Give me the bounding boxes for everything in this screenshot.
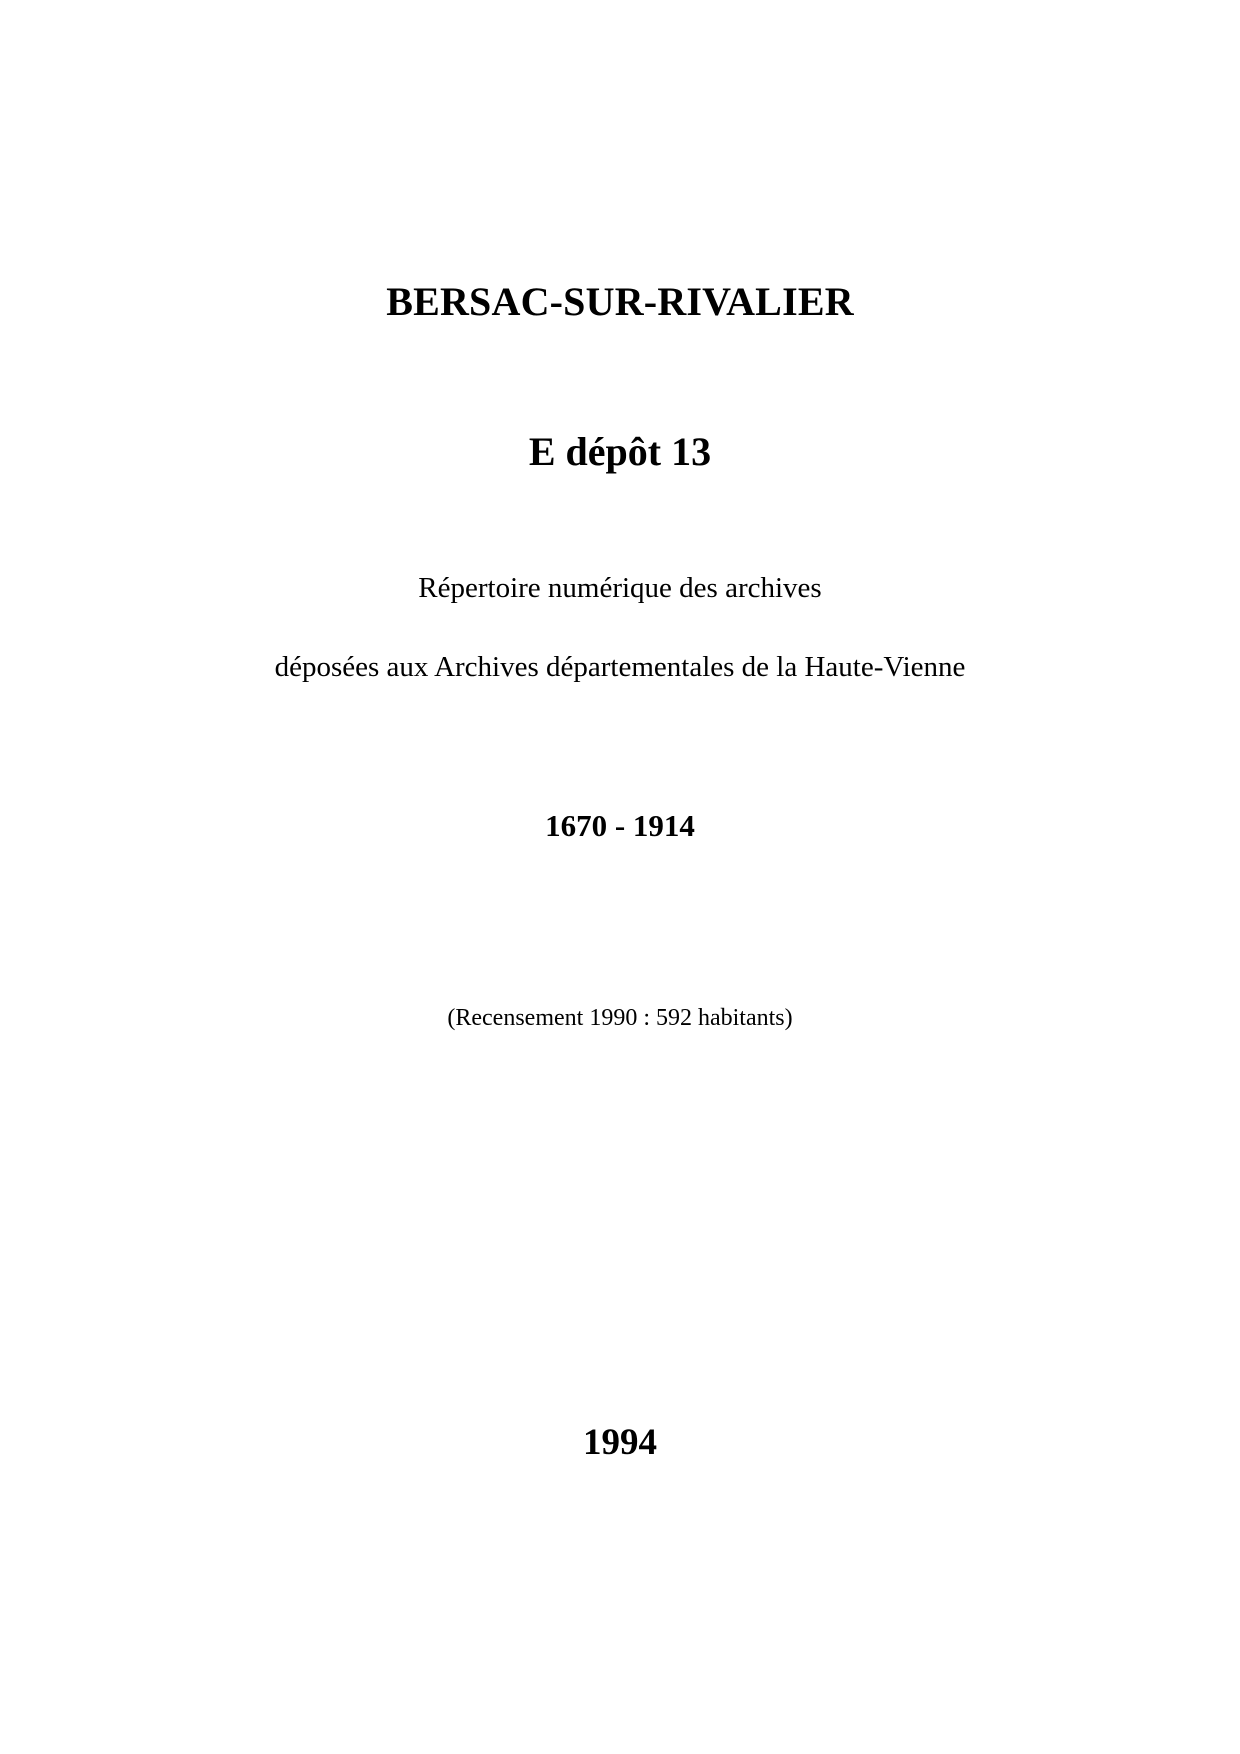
census-note: (Recensement 1990 : 592 habitants) [447, 1005, 793, 1031]
date-range: 1670 - 1914 [545, 808, 695, 843]
archive-cote: E dépôt 13 [528, 429, 712, 474]
description-line-2: déposées aux Archives départementales de la Haute-Vienne [274, 651, 966, 683]
publication-year: 1994 [583, 1422, 657, 1463]
commune-title: BERSAC-SUR-RIVALIER [386, 279, 854, 324]
description-line-1: Répertoire numérique des archives [418, 572, 822, 604]
